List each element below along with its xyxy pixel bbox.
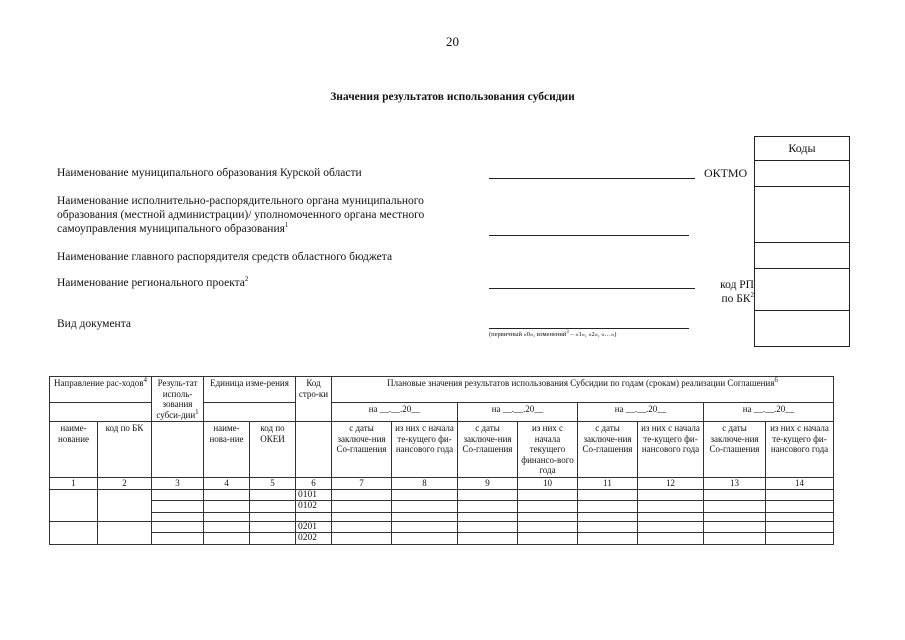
footnote-marker: 2 (750, 291, 754, 300)
table-cell[interactable] (704, 501, 766, 513)
table-cell[interactable] (578, 512, 638, 521)
oktmo-code-cell[interactable] (755, 161, 849, 187)
table-cell[interactable] (578, 489, 638, 501)
row-code: 0201 (296, 521, 332, 533)
table-cell[interactable] (250, 533, 296, 545)
since-year-4: из них с начала те-кущего фи-нансового года (766, 422, 834, 478)
direction-bk-cell-1[interactable] (98, 489, 152, 521)
table-cell[interactable] (518, 489, 578, 501)
table-cell[interactable] (458, 501, 518, 513)
doc-type-hint: (первичный «0», изменений$^3$ – «1», «2», «…») (489, 329, 617, 338)
executive-body-code-cell[interactable] (755, 187, 849, 243)
period-1[interactable]: на __.__.20__ (332, 402, 458, 421)
table-cell[interactable] (332, 512, 392, 521)
table-cell[interactable] (578, 501, 638, 513)
table-cell[interactable] (578, 521, 638, 533)
table-cell[interactable] (392, 533, 458, 545)
footnote-marker: 1 (284, 221, 289, 230)
table-cell[interactable] (518, 512, 578, 521)
table-cell[interactable] (518, 501, 578, 513)
since-year-2: из них с начала текущего финансо-вого года (518, 422, 578, 478)
table-cell[interactable] (458, 533, 518, 545)
table-cell[interactable] (204, 533, 250, 545)
result-header-spacer (152, 422, 204, 478)
table-cell[interactable] (392, 501, 458, 513)
direction-bk-cell-2[interactable] (98, 521, 152, 544)
period-4[interactable]: на __.__.20__ (704, 402, 834, 421)
table-cell[interactable] (458, 489, 518, 501)
row-code: 0202 (296, 533, 332, 545)
table-cell[interactable] (152, 521, 204, 533)
column-number: 9 (458, 477, 518, 489)
table-cell[interactable] (250, 501, 296, 513)
table-cell[interactable] (152, 512, 204, 521)
document-title: Значения результатов использования субсидии (330, 91, 575, 103)
table-cell[interactable] (704, 512, 766, 521)
table-cell[interactable] (458, 512, 518, 521)
since-agreement-2: с даты заключе-ния Со-глашения (458, 422, 518, 478)
column-number: 14 (766, 477, 834, 489)
codes-header: Коды (755, 137, 849, 161)
since-year-3: из них с начала те-кущего фи-нансового года (638, 422, 704, 478)
unit-header-spacer (204, 402, 296, 421)
chief-manager-code-cell[interactable] (755, 243, 849, 269)
table-cell[interactable] (578, 533, 638, 545)
column-number: 13 (704, 477, 766, 489)
results-table (49, 376, 834, 545)
column-number: 8 (392, 477, 458, 489)
table-cell[interactable] (204, 489, 250, 501)
row-code: 0102 (296, 501, 332, 513)
doc-type-label: Вид документа (57, 318, 131, 330)
sub-header-bk-code: код по БК (98, 422, 152, 478)
footnote-marker: 2 (244, 275, 249, 284)
table-cell[interactable] (704, 533, 766, 545)
direction-header-spacer (50, 402, 152, 421)
table-cell[interactable] (250, 489, 296, 501)
table-cell[interactable] (250, 521, 296, 533)
table-cell[interactable] (766, 521, 834, 533)
table-cell[interactable] (204, 512, 250, 521)
row-code (296, 512, 332, 521)
unit-header: Единица изме-рения (204, 377, 296, 403)
table-cell[interactable] (638, 512, 704, 521)
table-cell[interactable] (638, 501, 704, 513)
direction-name-cell-1[interactable] (50, 489, 98, 521)
column-number: 12 (638, 477, 704, 489)
regional-project-label: Наименование регионального проекта$^2$ (57, 275, 249, 289)
table-cell[interactable] (638, 533, 704, 545)
rp-code-label (712, 278, 754, 306)
table-cell[interactable] (152, 533, 204, 545)
direction-name-cell-2[interactable] (50, 521, 98, 544)
table-cell[interactable] (332, 489, 392, 501)
column-number: 6 (296, 477, 332, 489)
table-cell[interactable] (518, 533, 578, 545)
row-code-header-spacer (296, 422, 332, 478)
table-cell[interactable] (458, 521, 518, 533)
bk-code-cell[interactable] (755, 269, 849, 311)
since-agreement-1: с даты заключе-ния Со-глашения (332, 422, 392, 478)
table-cell[interactable] (638, 489, 704, 501)
column-number: 7 (332, 477, 392, 489)
column-number: 5 (250, 477, 296, 489)
regional-project-field[interactable] (489, 288, 695, 289)
table-cell[interactable] (204, 501, 250, 513)
executive-body-line-3: самоуправления муниципального образования$^1$ (57, 221, 289, 235)
table-cell[interactable] (152, 489, 204, 501)
table-cell[interactable] (152, 501, 204, 513)
table-cell[interactable] (518, 521, 578, 533)
since-agreement-4: с даты заключе-ния Со-глашения (704, 422, 766, 478)
table-cell[interactable] (332, 501, 392, 513)
codes-box (754, 136, 850, 347)
table-cell[interactable] (766, 533, 834, 545)
table-cell[interactable] (766, 512, 834, 521)
column-number: 4 (204, 477, 250, 489)
column-number: 1 (50, 477, 98, 489)
executive-body-line-2: образования (местной администрации)/ уполномоченного органа местного (57, 209, 425, 221)
column-number: 3 (152, 477, 204, 489)
table-cell[interactable] (332, 533, 392, 545)
table-cell[interactable] (766, 489, 834, 501)
column-number: 11 (578, 477, 638, 489)
executive-body-line-1: Наименование исполнительно-распорядительного органа муниципального (57, 195, 424, 207)
row-code: 0101 (296, 489, 332, 501)
table-cell[interactable] (638, 521, 704, 533)
column-number: 2 (98, 477, 152, 489)
executive-body-field[interactable] (489, 235, 689, 236)
rp-code-text: код РП (720, 279, 754, 291)
bk-code-text: по $БК^2$ (721, 291, 754, 305)
municipality-field[interactable] (489, 178, 695, 179)
oktmo-label: ОКТМО (704, 166, 748, 180)
table-cell[interactable] (250, 512, 296, 521)
since-agreement-3: с даты заключе-ния Со-глашения (578, 422, 638, 478)
sub-header-name: наиме-нование (50, 422, 98, 478)
table-cell[interactable] (704, 489, 766, 501)
column-number: 10 (518, 477, 578, 489)
doc-type-field[interactable] (489, 328, 689, 329)
sub-header-unit-name: наиме-нова-ние (204, 422, 250, 478)
direction-header: Направление рас-ходов$^4$ (50, 377, 152, 403)
since-year-1: из них с начала те-кущего фи-нансового года (392, 422, 458, 478)
table-cell[interactable] (392, 521, 458, 533)
executive-body-label (57, 194, 484, 236)
period-2[interactable]: на __.__.20__ (458, 402, 578, 421)
municipality-label: Наименование муниципального образования Курской области (57, 167, 362, 179)
table-cell[interactable] (704, 521, 766, 533)
page-number: 20 (446, 34, 459, 49)
period-3[interactable]: на __.__.20__ (578, 402, 704, 421)
result-header: Резуль-тат исполь-зования субси-дии$^1$ (152, 377, 204, 422)
doc-type-code-cell[interactable] (755, 311, 849, 347)
table-cell[interactable] (392, 489, 458, 501)
chief-manager-label: Наименование главного распорядителя средств областного бюджета (57, 251, 393, 263)
planned-values-header: Плановые значения результатов использования Субсидии по годам (срокам) реализации Соглашения$^6$ (332, 377, 834, 403)
sub-header-okei: код по ОКЕИ (250, 422, 296, 478)
table-cell[interactable] (332, 521, 392, 533)
table-cell[interactable] (204, 521, 250, 533)
table-cell[interactable] (766, 501, 834, 513)
table-cell[interactable] (392, 512, 458, 521)
row-code-header: Код стро-ки (296, 377, 332, 422)
